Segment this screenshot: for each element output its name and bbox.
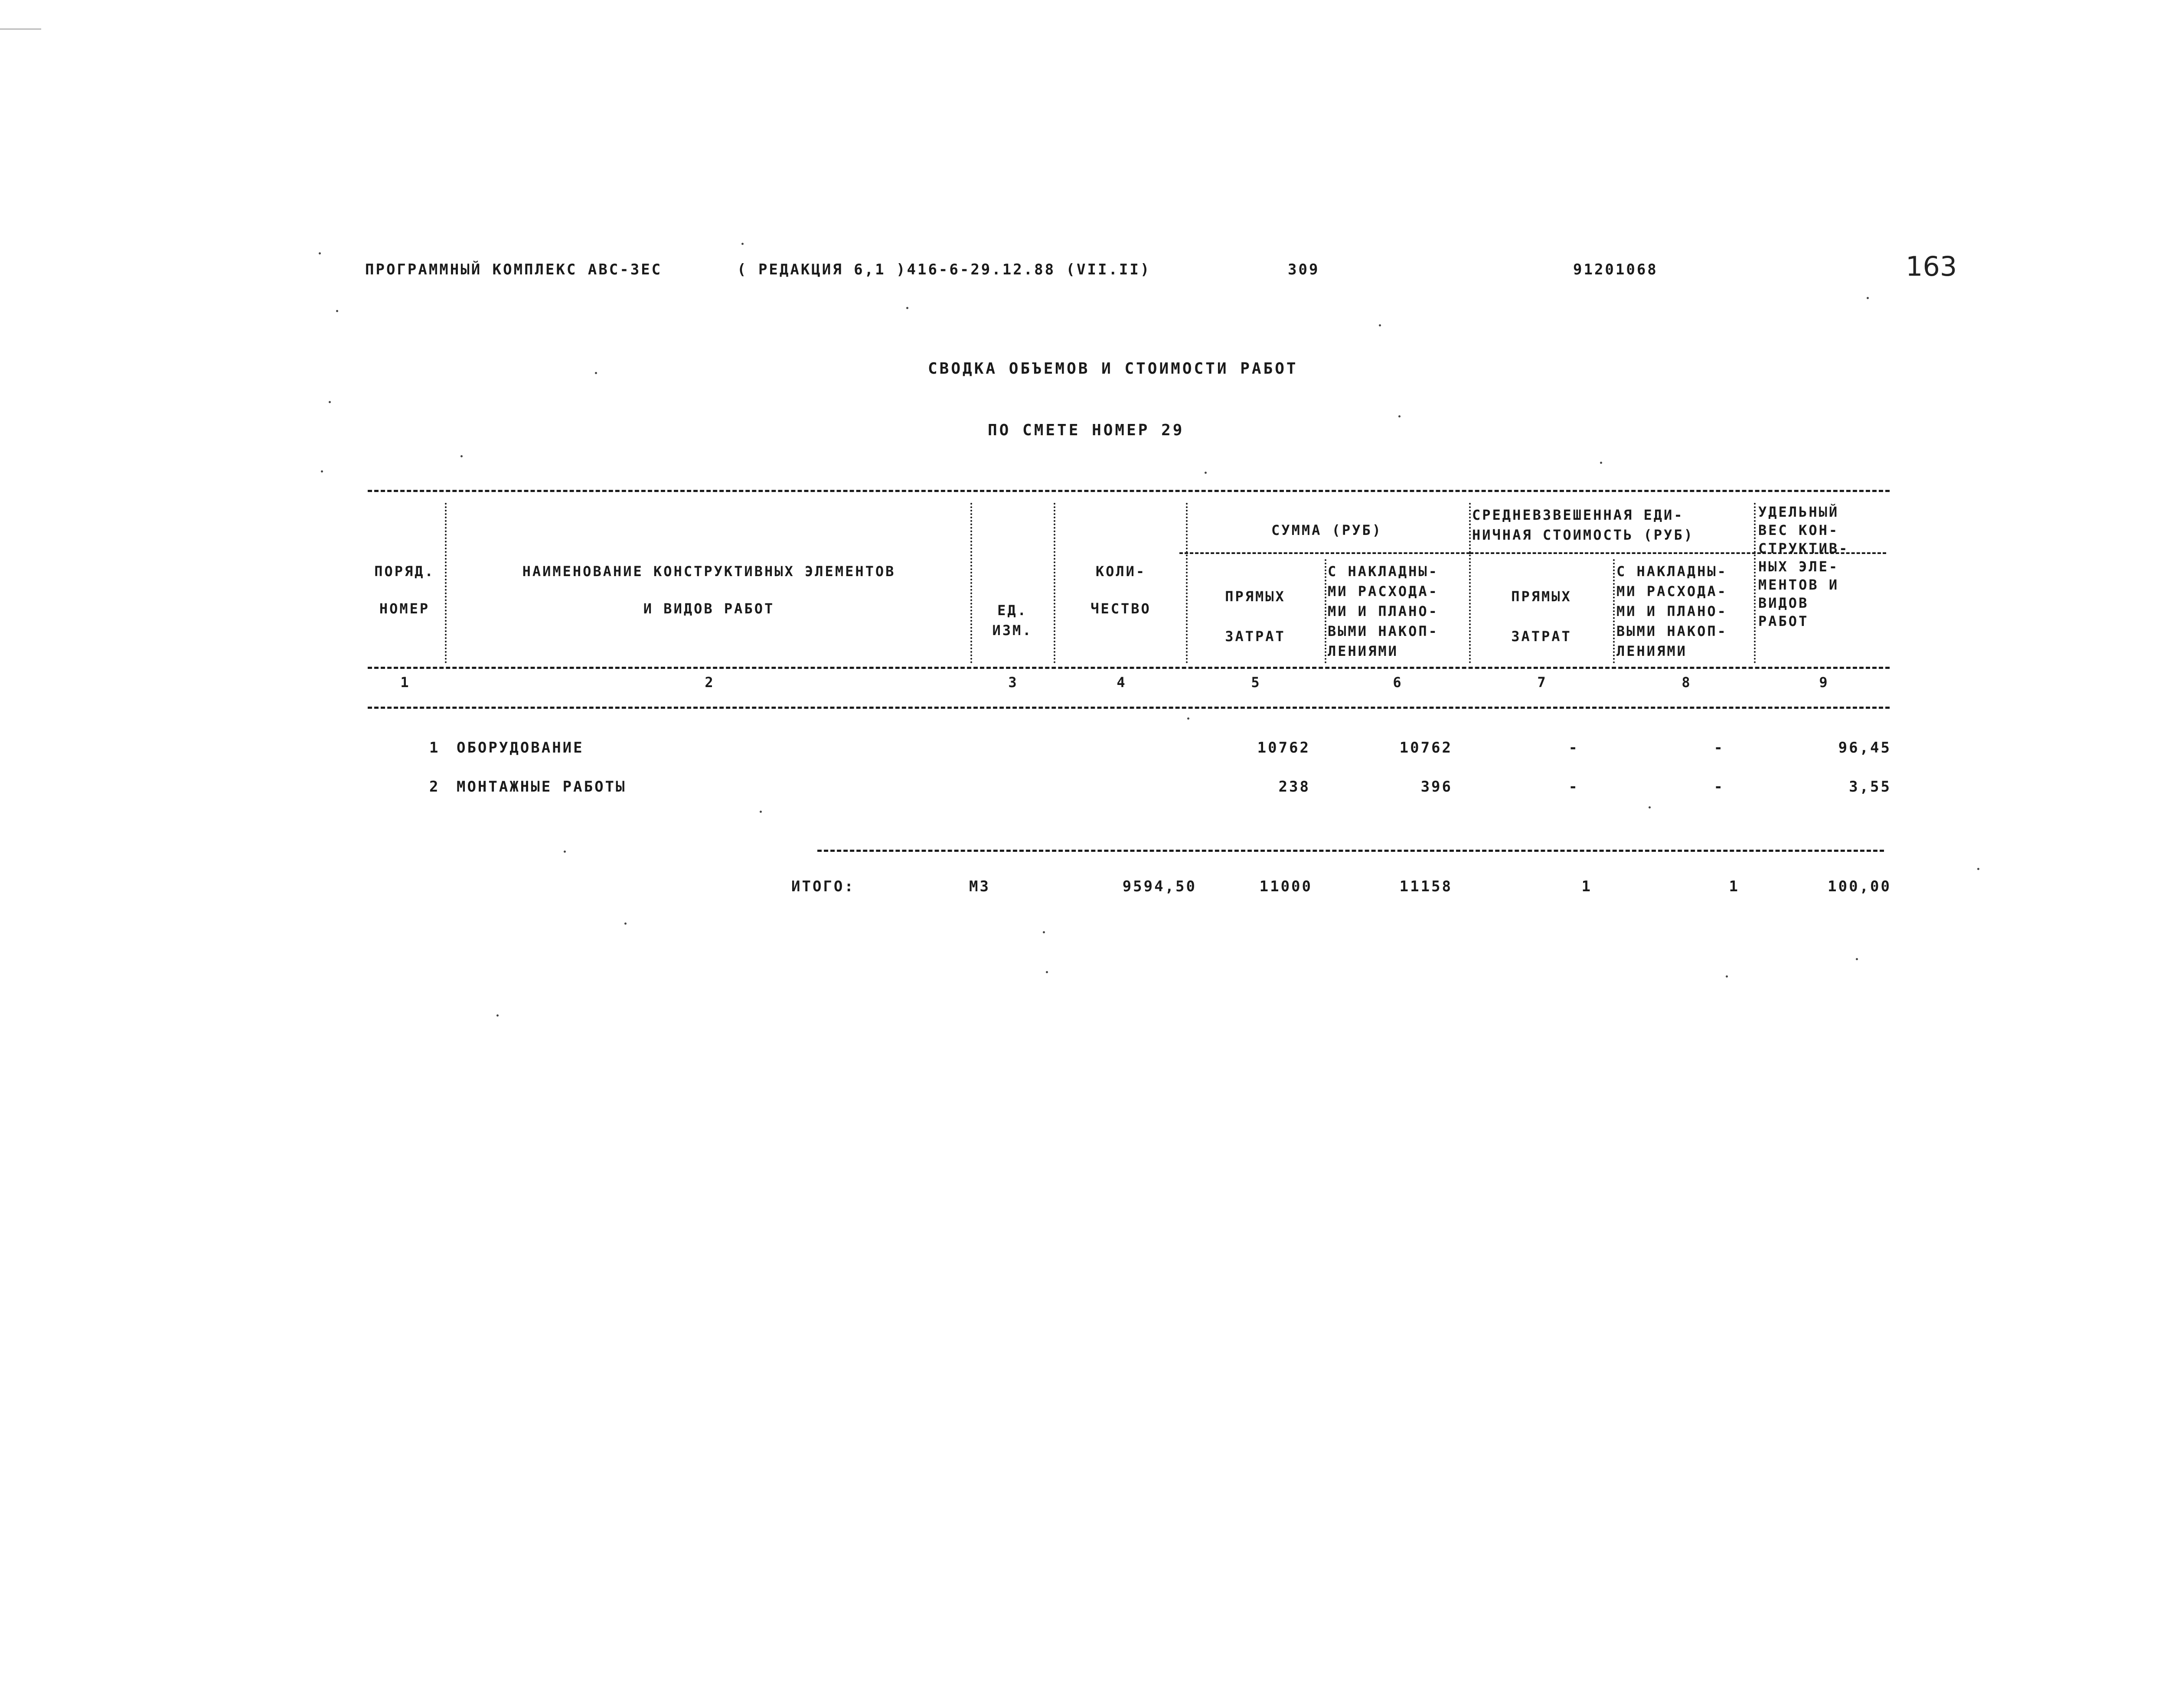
report-subtitle: ПО СМЕТЕ НОМЕР 29: [988, 421, 1185, 439]
row-share: 3,55: [1849, 778, 1891, 795]
col-separator: [1186, 503, 1188, 663]
col6-header: С НАКЛАДНЫ- МИ РАСХОДА- МИ И ПЛАНО- ВЫМИ НАКОП- ЛЕНИЯМИ: [1328, 563, 1439, 659]
total-unit: М3: [969, 878, 990, 895]
col-index: 4: [1117, 674, 1125, 691]
scan-speck: [906, 307, 908, 309]
scan-speck: [1600, 462, 1602, 464]
scan-speck: [321, 470, 323, 473]
sum-group-header: СУММА (РУБ): [1271, 522, 1382, 538]
scan-speck: [460, 455, 463, 457]
scan-speck: [1726, 975, 1728, 978]
row-avg-direct: -: [1568, 778, 1579, 795]
row-number: 1: [429, 739, 440, 756]
row-name: ОБОРУДОВАНИЕ: [456, 739, 584, 756]
col-index: 2: [705, 674, 713, 691]
col2-header: НАИМЕНОВАНИЕ КОНСТРУКТИВНЫХ ЭЛЕМЕНТОВ И ВИДОВ РАБОТ: [522, 563, 896, 617]
col3-header: ЕД. ИЗМ.: [992, 602, 1033, 639]
scan-speck: [1205, 472, 1207, 474]
sheet-number: 309: [1288, 261, 1320, 278]
row-avg-direct: -: [1568, 739, 1579, 756]
scan-speck: [564, 851, 566, 853]
scan-speck: [496, 1014, 499, 1017]
total-share: 100,00: [1828, 878, 1891, 895]
col8-header: С НАКЛАДНЫ- МИ РАСХОДА- МИ И ПЛАНО- ВЫМИ НАКОП- ЛЕНИЯМИ: [1616, 563, 1727, 659]
table-row: [429, 778, 626, 795]
col-index: 7: [1537, 674, 1546, 691]
scan-speck: [1649, 806, 1651, 808]
scan-speck: [1379, 324, 1381, 326]
scan-speck: [329, 401, 331, 403]
scan-speck: [319, 252, 321, 254]
scan-speck: [1977, 868, 1979, 870]
col-separator: [1469, 503, 1471, 663]
total-direct-cost: 11000: [1259, 878, 1313, 895]
total-avg-overhead: 1: [1729, 878, 1740, 895]
page-number: 163: [1906, 251, 1957, 282]
index-bottom-rule: [368, 707, 1890, 709]
col-index: 8: [1682, 674, 1690, 691]
scan-speck: [1187, 717, 1189, 720]
total-label: ИТОГО:: [791, 878, 855, 895]
scan-speck: [760, 811, 762, 813]
col-separator: [1054, 503, 1055, 663]
total-overhead-cost: 11158: [1399, 878, 1453, 895]
row-number: 2: [429, 778, 440, 795]
row-avg-overhead: -: [1714, 778, 1724, 795]
scan-speck: [1398, 415, 1401, 417]
col-index: 5: [1251, 674, 1260, 691]
program-name: ПРОГРАММНЫЙ КОМПЛЕКС АВС-ЗЕС: [365, 261, 663, 278]
table-row: [429, 739, 584, 756]
col7-header: ПРЯМЫХ ЗАТРАТ: [1511, 588, 1572, 645]
row-overhead-cost: 396: [1420, 778, 1453, 795]
scan-speck: [1046, 971, 1048, 973]
row-avg-overhead: -: [1714, 739, 1724, 756]
col-index: 3: [1008, 674, 1017, 691]
scan-speck: [1043, 931, 1045, 933]
col9-header: УДЕЛЬНЫЙ ВЕС КОН- СТРУКТИВ- НЫХ ЭЛЕ- МЕНТОВ И ВИДОВ РАБОТ: [1758, 504, 1849, 629]
row-share: 96,45: [1838, 739, 1891, 756]
header-bottom-rule: [368, 667, 1890, 669]
col-separator: [1613, 559, 1615, 663]
scan-speck: [741, 243, 744, 245]
report-title: СВОДКА ОБЪЕМОВ И СТОИМОСТИ РАБОТ: [928, 360, 1298, 378]
scan-speck: [624, 922, 627, 925]
table-top-rule: [368, 490, 1890, 492]
edition-info: ( РЕДАКЦИЯ 6,1 )416-6-29.12.88 (VII.II): [737, 261, 1151, 278]
row-direct-cost: 238: [1278, 778, 1310, 795]
col-separator: [970, 503, 972, 663]
row-direct-cost: 10762: [1257, 739, 1310, 756]
scan-speck: [595, 372, 597, 374]
scan-speck: [336, 310, 338, 312]
col-index: 1: [400, 674, 409, 691]
col1-header: ПОРЯД. НОМЕР: [374, 563, 435, 617]
total-quantity: 9594,50: [1122, 878, 1197, 895]
col-index: 6: [1393, 674, 1401, 691]
sum-group-rule: [1179, 552, 1470, 554]
col4-header: КОЛИ- ЧЕСТВО: [1091, 563, 1151, 617]
total-avg-direct: 1: [1581, 878, 1592, 895]
scan-speck: [1867, 297, 1869, 299]
col-index: 9: [1819, 674, 1828, 691]
scan-speck: [1856, 958, 1858, 960]
row-name: МОНТАЖНЫЕ РАБОТЫ: [456, 778, 627, 795]
avg-group-header: СРЕДНЕВЗВЕШЕННАЯ ЕДИ- НИЧНАЯ СТОИМОСТЬ (РУБ): [1472, 507, 1694, 543]
total-rule: [817, 850, 1884, 852]
col-separator: [1325, 559, 1326, 663]
col-separator: [445, 503, 447, 663]
col5-header: ПРЯМЫХ ЗАТРАТ: [1225, 588, 1286, 645]
document-code: 91201068: [1573, 261, 1658, 278]
row-overhead-cost: 10762: [1399, 739, 1453, 756]
